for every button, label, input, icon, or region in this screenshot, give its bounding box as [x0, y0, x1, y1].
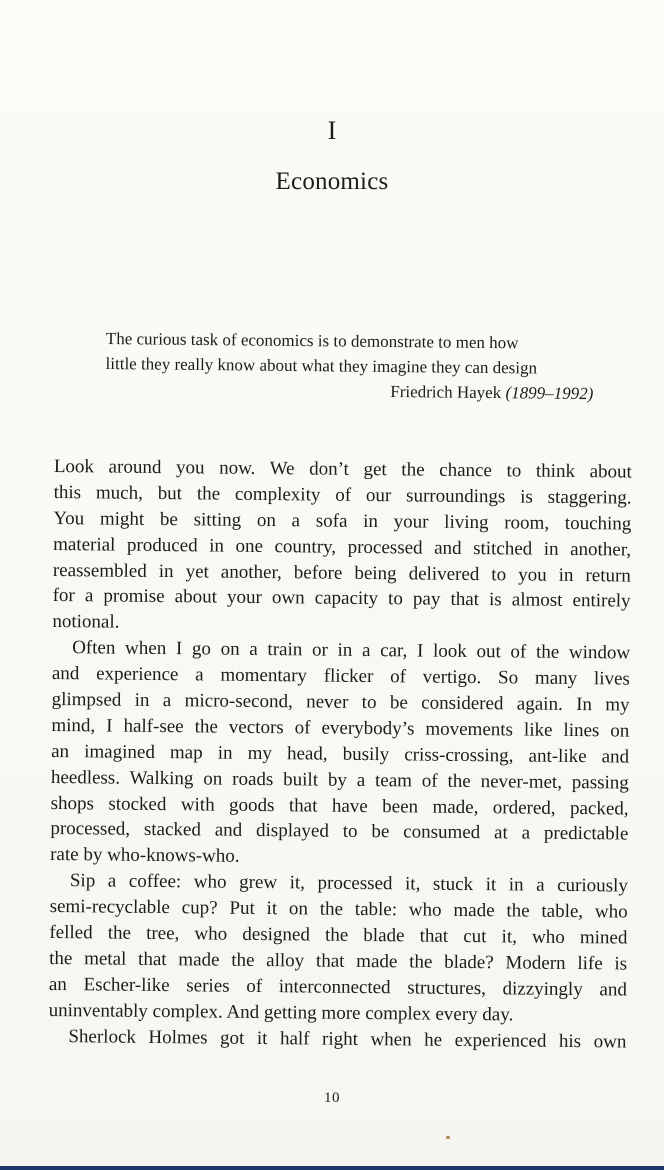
text-line: notional. — [52, 611, 120, 633]
text-line: an imagined map in my head, busily criss-crossing, ant-like and — [51, 740, 630, 768]
chapter-title: Economics — [275, 168, 389, 195]
text-line: the metal that made the alloy that made the blade? Modern life is — [49, 947, 628, 975]
text-line: You might be sitting on a sofa in your living room, touching — [53, 507, 632, 535]
text-line: this much, but the complexity of our surroundings is staggering. — [53, 481, 632, 509]
epigraph — [105, 326, 594, 406]
text-line: rate by who-knows-who. — [50, 844, 240, 868]
text-line: shops stocked with goods that have been made, ordered, packed, — [50, 792, 629, 820]
paper-speck — [446, 1136, 450, 1139]
text-line: processed, stacked and displayed to be consumed at a predictable — [50, 818, 629, 845]
text-line: Sip a coffee: who grew it, processed it, stuck it in a curiously — [69, 870, 628, 897]
page-edge-border — [0, 1166, 664, 1170]
body-text — [48, 454, 632, 1055]
text-line: reassembled in yet another, before being delivered to you in return — [52, 559, 631, 587]
text-line: felled the tree, who designed the blade that cut it, who mined — [49, 922, 628, 949]
text-line: glimpsed in a micro-second, never to be considered again. In my — [51, 689, 630, 716]
text-line: for a promise about your own capacity to pay that is almost entirely — [52, 585, 631, 612]
text-line: Often when I go on a train or in a car, I look out of the window — [72, 637, 631, 664]
text-line: Sherlock Holmes got it half right when he experienced his own — [68, 1025, 627, 1053]
epigraph-author: Friedrich Hayek — [390, 381, 502, 403]
page-number: 10 — [324, 1090, 340, 1106]
text-line: an Escher-like series of interconnected structures, dizzyingly and — [48, 973, 627, 1001]
epigraph-attribution — [105, 376, 593, 406]
text-line: and experience a momentary flicker of vertigo. So many lives — [51, 663, 630, 690]
text-line: material produced in one country, processed and stitched in another, — [53, 533, 632, 561]
epigraph-line: little they really know about what they imagine they can design — [105, 353, 538, 378]
epigraph-dates: (1899–1992) — [505, 383, 594, 404]
text-line: Look around you now. We don’t get the chance to think about — [53, 455, 632, 483]
text-line: mind, I half-see the vectors of everybody’s movements like lines on — [51, 714, 630, 742]
text-line: heedless. Walking on roads built by a team of the never-met, passing — [50, 766, 629, 794]
epigraph-line: The curious task of economics is to demonstrate to men how — [105, 328, 519, 353]
chapter-number: I — [327, 116, 337, 145]
text-line: semi-recyclable cup? Put it on the table: who made the table, who — [49, 896, 628, 923]
text-line: uninventably complex. And getting more complex every day. — [48, 999, 514, 1026]
